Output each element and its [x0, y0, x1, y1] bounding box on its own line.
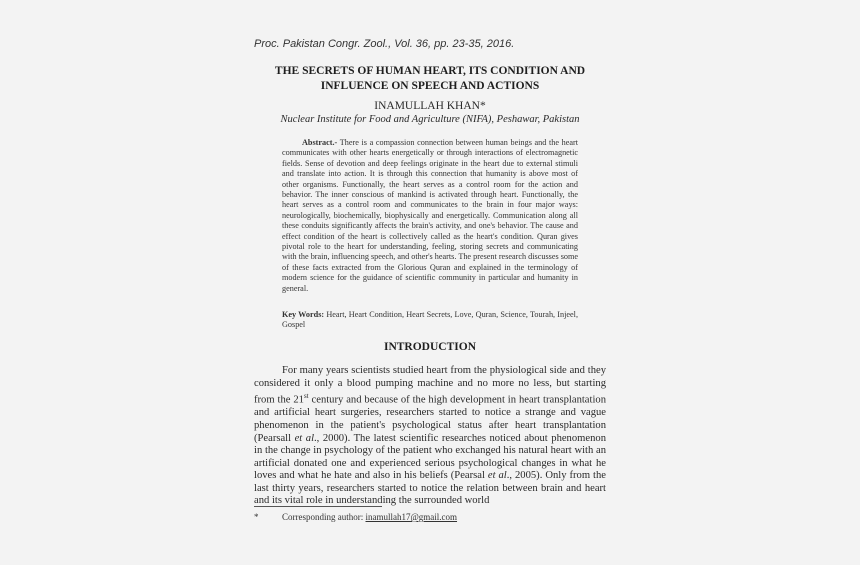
intro-superscript: st — [303, 392, 309, 401]
paper-title — [240, 64, 620, 94]
intro-etal-2: et al — [487, 470, 507, 482]
introduction-body — [254, 365, 606, 508]
intro-text-3: ., 2000). The latest scientific researches noticed about phenomenon in the change in psychology of the patient who exchanged his natural heart with an artificial donated one and experienced serious psychological changes in what he loves and what he hate and also in his beliefs (Pearsal — [254, 432, 606, 482]
author-name: INAMULLAH KHAN* — [374, 100, 486, 112]
abstract — [282, 138, 578, 294]
footnote-divider — [254, 506, 382, 507]
title-line-2: INFLUENCE ON SPEECH AND ACTIONS — [320, 80, 540, 92]
intro-text-1: For many years scientists studied heart from the physiological side and they considered it only a blood pumping machine and no more no less, but starting from the 21 — [254, 365, 606, 406]
keywords — [282, 310, 578, 331]
intro-text-4: ., 2005). Only from the last thirty years, researchers started to notice the relation between brain and heart and its vital role in understanding the surrounded world — [254, 470, 606, 507]
footnote — [254, 512, 457, 522]
abstract-text: There is a compassion connection between human beings and the heart communicates with other hearts energetically or through interactions of electromagnetic fields. Sense of devotion and deep feelings originate in the heart due to external stimuli and translate into action. It is through this connection that humanity is above most of other organisms. Functionally, the heart serves as a control room for the action and behavior. The inner conscious of mankind is activated through heart. Functionally, the heart serves as a control room and communicates to the brain in four major ways: neurologically, biochemically, biophysically and energetically. Communication along all these conduits significantly affects the brain's activity, and one's behavior. The cause and effect condition of the heart is collectively called as the heart's condition. Quran gives pivotal role to the heart for understanding, feeling, storing secrets and communicating with the brain, influencing speech, and other's hearts. The present research discusses some of these facts extracted from the Glorious Quran and explained in the terminology of modern science for the guidance of scientific community in particular and humanity in general. — [282, 138, 579, 293]
keywords-label: Key Words: — [282, 310, 325, 319]
intro-etal-1: et al — [294, 432, 315, 444]
author-email-link[interactable]: inamullah17@gmail.com — [365, 512, 458, 522]
footnote-label: Corresponding author: — [282, 512, 366, 522]
keywords-text: Heart, Heart Condition, Heart Secrets, Love, Quran, Science, Tourah, Injeel, Gospel — [282, 310, 578, 330]
introduction-paragraph — [254, 365, 606, 508]
abstract-label: Abstract.- — [302, 138, 338, 147]
footnote-mark: * — [254, 512, 259, 522]
title-line-1: THE SECRETS OF HUMAN HEART, ITS CONDITION AND — [274, 65, 586, 77]
intro-text-2: century and because of the high development in heart transplantation and artificial heart surgeries, researchers started to notice a strange and vague phenomenon in the patient's psychological status after heart transplantation (Pearsall — [254, 394, 606, 444]
journal-citation: Proc. Pakistan Congr. Zool., Vol. 36, pp. 23-35, 2016. — [254, 38, 515, 50]
author-affiliation: Nuclear Institute for Food and Agriculture (NIFA), Peshawar, Pakistan — [280, 114, 580, 125]
introduction-heading: INTRODUCTION — [383, 341, 476, 353]
